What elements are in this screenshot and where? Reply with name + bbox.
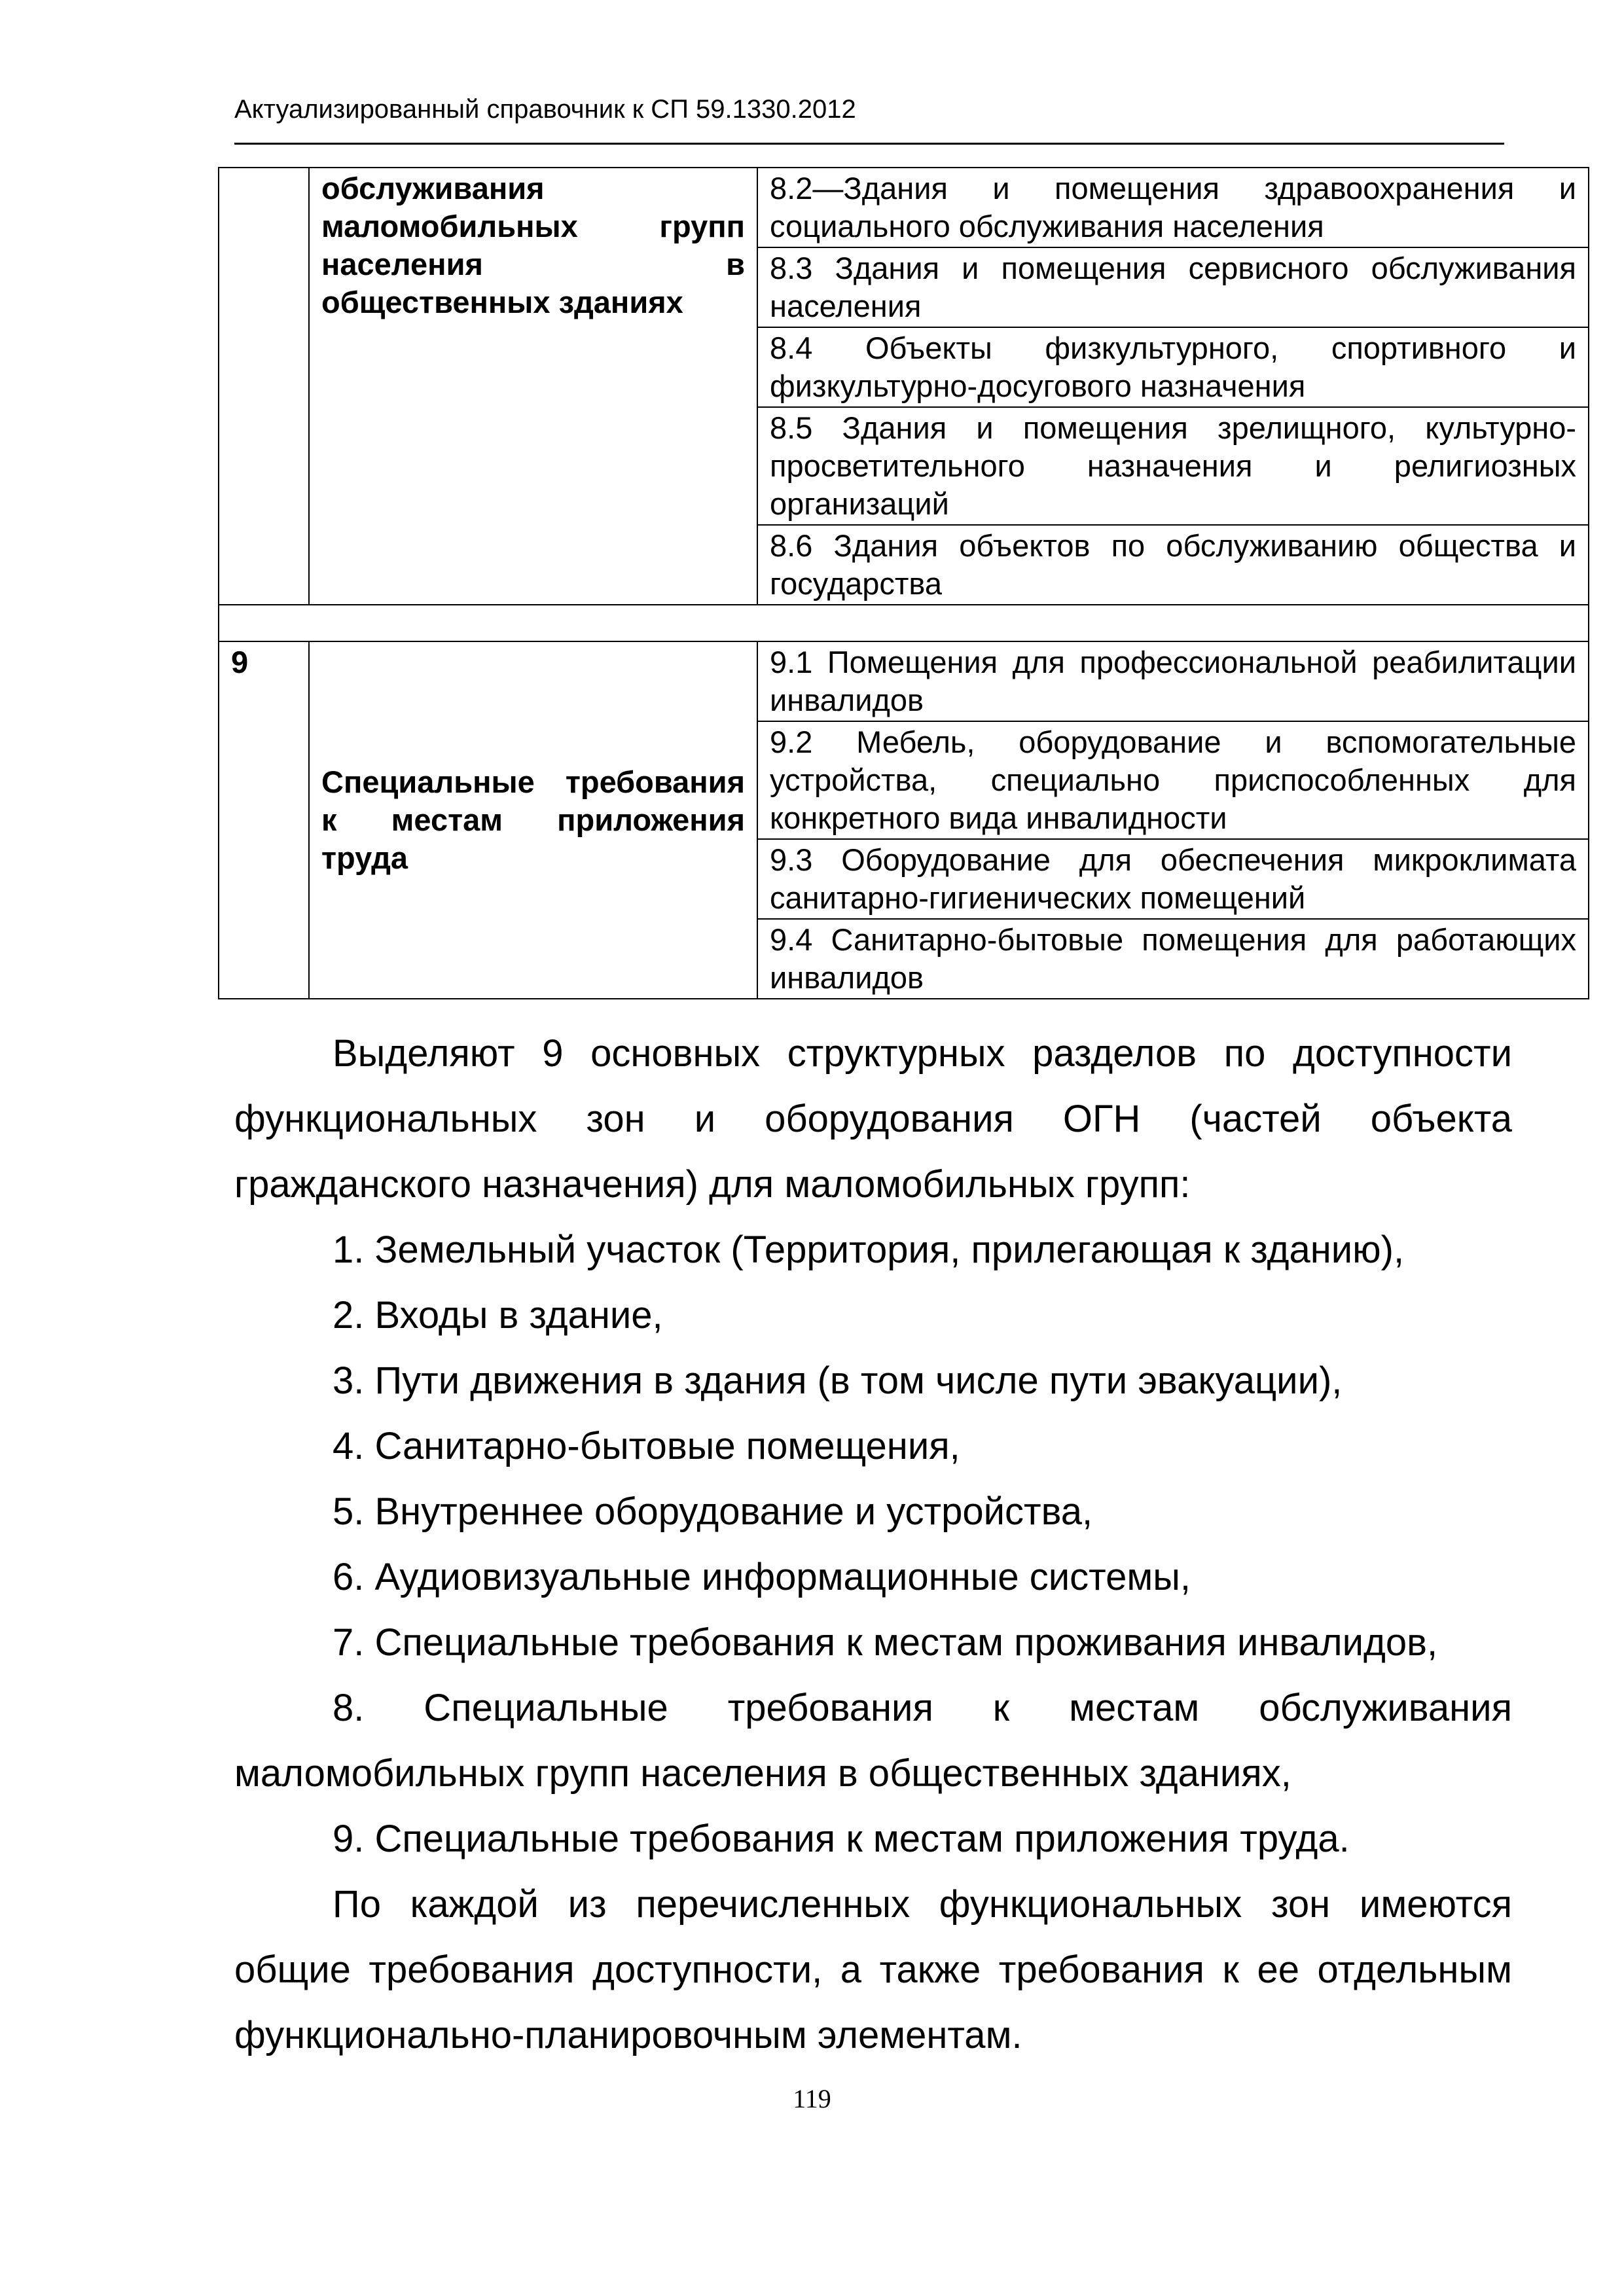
- closing-paragraph: По каждой из перечисленных функциональных зон имеются общие требования доступности, а также требования к ее отдельным функционально-планировочным элементам.: [234, 1883, 1512, 2056]
- empty-cell: [219, 605, 1589, 641]
- intro-paragraph: Выделяют 9 основных структурных разделов по доступности функциональных зон и оборудования ОГН (частей объекта гражданского назначения) для маломобильных групп:: [234, 1032, 1512, 1206]
- table-separator-row: [219, 605, 1589, 641]
- table-row: [219, 641, 1589, 721]
- section-title: Специальные требования к местам приложения труда: [309, 641, 757, 999]
- table-item: 8.5 Здания и помещения зрелищного, культурно-просветительного назначения и религиозных организаций: [757, 407, 1589, 525]
- section-title: обслуживания маломобильных групп населения в общественных зданиях: [309, 168, 757, 605]
- requirements-table: [218, 167, 1589, 999]
- page-header: Актуализированный справочник к СП 59.1330.2012: [234, 93, 1504, 145]
- list-item: 5. Внутреннее оборудование и устройства,: [333, 1490, 1093, 1533]
- table-item: 8.2—Здания и помещения здравоохранения и социального обслуживания населения: [757, 168, 1589, 247]
- list-item: 2. Входы в здание,: [333, 1294, 663, 1336]
- section-number: 9: [219, 641, 309, 999]
- list-item: 3. Пути движения в здания (в том числе пути эвакуации),: [333, 1359, 1343, 1402]
- table-item: 9.4 Санитарно-бытовые помещения для работающих инвалидов: [757, 919, 1589, 999]
- section-number: [219, 168, 309, 605]
- table-item: 9.2 Мебель, оборудование и вспомогательные устройства, специально приспособленных для конкретного вида инвалидности: [757, 721, 1589, 839]
- list-item: 6. Аудиовизуальные информационные системы,: [333, 1556, 1191, 1598]
- table-row: [219, 168, 1589, 247]
- list-item: 9. Специальные требования к местам приложения труда.: [333, 1818, 1350, 1860]
- table-item: 8.4 Объекты физкультурного, спортивного и физкультурно-досугового назначения: [757, 327, 1589, 407]
- list-item: 4. Санитарно-бытовые помещения,: [333, 1425, 960, 1467]
- page-number: 119: [793, 2084, 831, 2113]
- list-item: 1. Земельный участок (Территория, прилегающая к зданию),: [333, 1229, 1405, 1271]
- list-item: 8. Специальные требования к местам обслуживания маломобильных групп населения в общественных зданиях,: [234, 1687, 1512, 1795]
- body-text: [234, 1021, 1512, 2068]
- table-item: 9.1 Помещения для профессиональной реабилитации инвалидов: [757, 641, 1589, 721]
- list-item: 7. Специальные требования к местам проживания инвалидов,: [333, 1621, 1438, 1664]
- table-item: 8.6 Здания объектов по обслуживанию общества и государства: [757, 525, 1589, 605]
- table-item: 9.3 Оборудование для обеспечения микроклимата санитарно-гигиенических помещений: [757, 839, 1589, 919]
- table-item: 8.3 Здания и помещения сервисного обслуживания населения: [757, 247, 1589, 327]
